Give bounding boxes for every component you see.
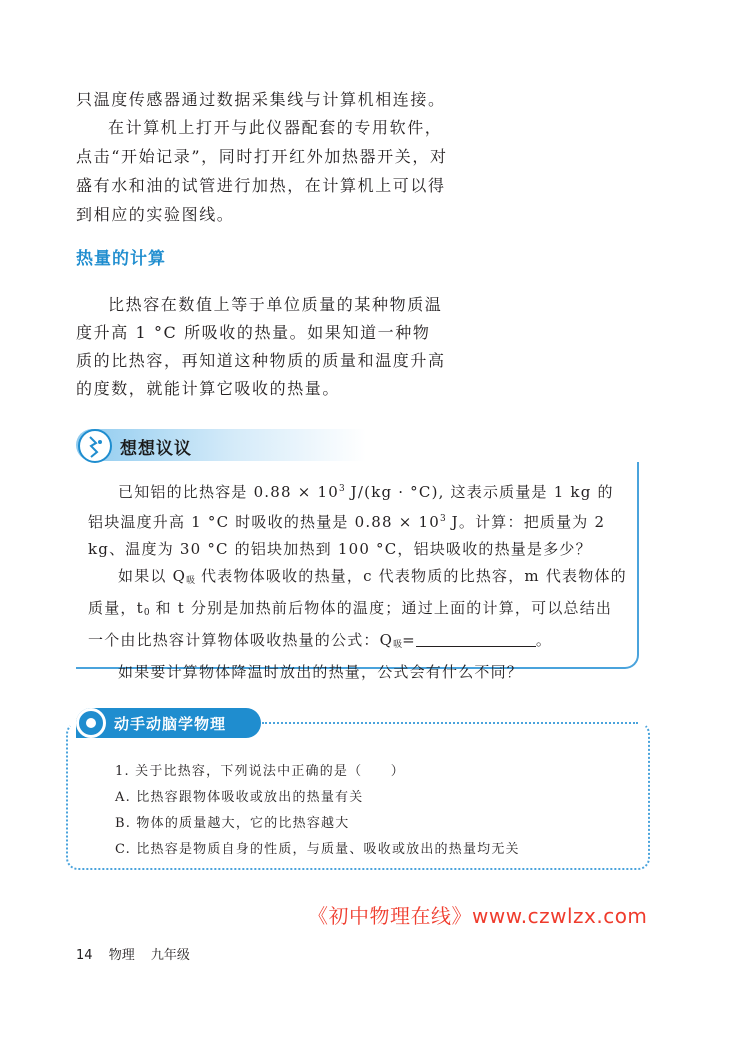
page-number: 14 (76, 948, 93, 963)
option-c[interactable]: C. 比热容是物质自身的性质，与质量、吸收或放出的热量均无关 (115, 842, 520, 857)
paragraph-2: 在计算机上打开与此仪器配套的专用软件，点击“开始记录”，同时打开红外加热器开关，对盛有水和油的试管进行加热，在计算机上可以得到相应的实验图线。 (76, 118, 448, 224)
think-paragraph-1 (88, 476, 628, 563)
text-run: 。 (535, 631, 553, 649)
text-run: 代表物体吸收的热量，c 代表物质的比热容，m 代表物体的质量，t (88, 567, 627, 617)
section-heading: 热量的计算 (76, 249, 166, 269)
subscript: 0 (143, 608, 150, 618)
superscript: 3 (338, 484, 345, 494)
superscript: 3 (439, 514, 446, 524)
think-paragraph-2 (88, 563, 628, 659)
think-header (76, 429, 366, 461)
text-run: J/(kg · °C), 这表示质量是 1 kg 的铝块温度升高 1 °C 时吸收的热量是 0.88 × 10 (88, 483, 614, 531)
hands-circle-icon (76, 708, 106, 738)
think-paragraph-3: 如果要计算物体降温时放出的热量，公式会有什么不同？ (118, 663, 524, 681)
watermark: 《初中物理在线》www.czwlzx.com (308, 904, 648, 928)
text-run: = (402, 631, 416, 649)
think-content (88, 476, 628, 686)
exercise-header (76, 708, 261, 738)
think-title: 想想议议 (120, 439, 192, 459)
subject-label: 物理 (108, 948, 135, 963)
text-run: 如果以 Q (118, 567, 187, 585)
option-a[interactable]: A. 比热容跟物体吸收或放出的热量有关 (115, 790, 364, 805)
exercise-title: 动手动脑学物理 (114, 715, 227, 733)
text-run: 已知铝的比热容是 0.88 × 10 (118, 483, 339, 501)
paragraph-1: 只温度传感器通过数据采集线与计算机相连接。 (76, 90, 446, 109)
page-footer (76, 944, 202, 963)
text-run: 和 t 分别是加热前后物体的温度；通过上面的计算，可以总结出一个由比热容计算物体吸收热量的公式：Q (88, 599, 613, 649)
think-face-icon (78, 429, 112, 463)
paragraph-3: 比热容在数值上等于单位质量的某种物质温度升高 1 °C 所吸收的热量。如果知道一种物质的比热容，再知道这种物质的质量和温度升高的度数，就能计算它吸收的热量。 (76, 295, 446, 398)
option-b[interactable]: B. 物体的质量越大，它的比热容越大 (115, 816, 350, 831)
subscript: 吸 (393, 640, 403, 650)
answer-blank[interactable] (416, 632, 536, 647)
subscript: 吸 (186, 576, 196, 586)
grade-label: 九年级 (150, 948, 190, 963)
text-run: J。计算：把质量为 2 kg、温度为 30 °C 的铝块加热到 100 °C，铝块吸收的热量是多少？ (88, 513, 606, 558)
exercise-box-top-border (262, 722, 638, 724)
question-1: 1. 关于比热容，下列说法中正确的是（ ） (115, 764, 405, 779)
